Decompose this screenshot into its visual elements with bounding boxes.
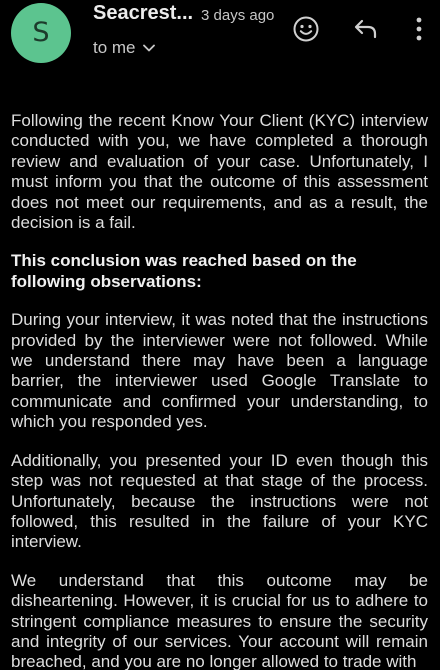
reply-button[interactable]: [349, 12, 383, 46]
smiley-face-icon: [292, 15, 320, 43]
sender-avatar[interactable]: S: [11, 3, 71, 63]
email-paragraph: Additionally, you presented your ID even though this step was not requested at that stage of the process. Unfortunately, because the instructions were not followed, this resulted in the failure of your KYC interview.: [11, 450, 428, 552]
email-paragraph: During your interview, it was noted that the instructions provided by the interviewer were not followed. While we understand there may have been a language barrier, the interviewer used Google Translate to communicate and confirmed your understanding, to which you responded yes.: [11, 310, 428, 432]
sender-name[interactable]: Seacrest...: [93, 2, 194, 24]
recipient-toggle[interactable]: [93, 38, 155, 58]
email-paragraph: Following the recent Know Your Client (KYC) interview conducted with you, we have completed a thorough review and evaluation of your case. Unfortunately, I must inform you that the outcome of this assessment does not meet our requirements, and as a result, the decision is a fail.: [11, 111, 428, 233]
email-date: 3 days ago: [201, 7, 275, 24]
reply-arrow-icon: [353, 18, 379, 40]
email-header: [0, 0, 440, 66]
email-subheading: This conclusion was reached based on the following observations:: [11, 251, 357, 291]
chevron-down-icon: [143, 44, 155, 52]
more-options-button[interactable]: [402, 12, 436, 46]
email-body: [11, 111, 428, 670]
add-reaction-button[interactable]: [289, 12, 323, 46]
more-vertical-icon: [415, 16, 423, 42]
email-paragraph: We understand that this outcome may be disheartening. However, it is crucial for us to adhere to stringent compliance measures to ensure the security and integrity of our services. Your account will remain breached, and you are no longer allowed to trade with: [11, 570, 428, 670]
recipient-label: to me: [93, 38, 136, 57]
